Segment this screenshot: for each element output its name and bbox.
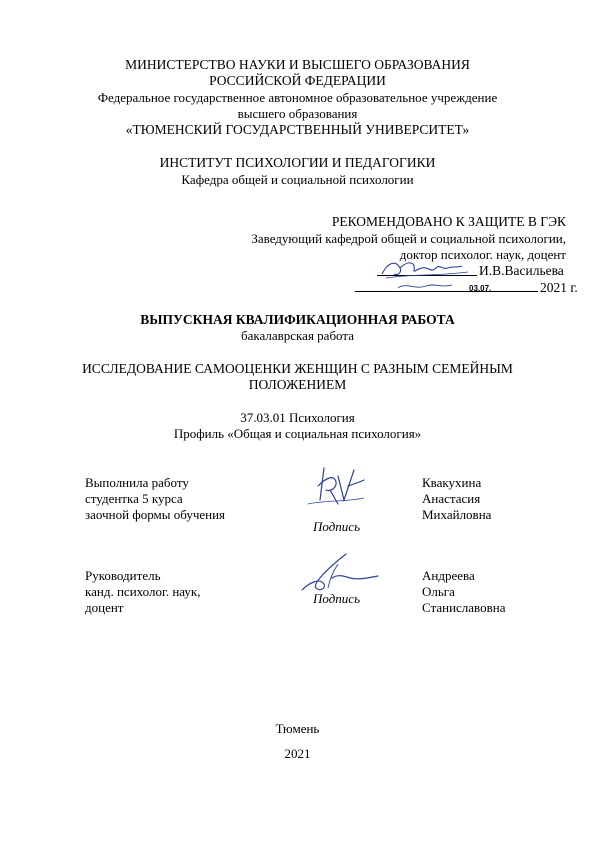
author-surname: Квакухина — [422, 475, 482, 490]
work-level: бакалаврская работа — [241, 328, 354, 343]
supervisor-label-3: доцент — [85, 600, 124, 615]
specialty-code: 37.03.01 Психология — [240, 410, 355, 425]
supervisor-surname: Андреева — [422, 568, 475, 583]
work-title-line-2: ПОЛОЖЕНИЕМ — [248, 377, 347, 392]
specialty-profile: Профиль «Общая и социальная психология» — [173, 426, 422, 441]
supervisor-firstname: Ольга — [422, 584, 455, 599]
approval-title: РЕКОМЕНДОВАНО К ЗАЩИТЕ В ГЭК — [331, 214, 566, 229]
author-label-3: заочной формы обучения — [85, 507, 226, 522]
education-level-line: высшего образования — [237, 106, 358, 121]
work-type: ВЫПУСКНАЯ КВАЛИФИКАЦИОННАЯ РАБОТА — [140, 312, 455, 327]
footer-year: 2021 — [284, 746, 311, 761]
date-scribble — [396, 280, 456, 292]
head-signature-image — [378, 256, 478, 282]
author-label-2: студентка 5 курса — [85, 491, 183, 506]
author-signature-image — [306, 460, 366, 508]
approval-position: Заведующий кафедрой общей и социальной психологии, — [251, 231, 566, 246]
author-patronymic: Михайловна — [422, 507, 492, 522]
institute-name: ИНСТИТУТ ПСИХОЛОГИИ И ПЕДАГОГИКИ — [159, 155, 436, 170]
work-title-line-1: ИССЛЕДОВАНИЕ САМООЦЕНКИ ЖЕНЩИН С РАЗНЫМ СЕМЕЙНЫМ — [82, 361, 513, 376]
ministry-line-2: РОССИЙСКОЙ ФЕДЕРАЦИИ — [209, 73, 386, 88]
supervisor-label-1: Руководитель — [85, 568, 161, 583]
approval-degree: доктор психолог. наук, доцент — [399, 247, 566, 262]
footer-city: Тюмень — [275, 721, 320, 736]
institution-type-line: Федеральное государственное автономное образовательное учреждение — [97, 90, 498, 105]
approval-date-stamp: 03.07. — [469, 284, 492, 293]
supervisor-patronymic: Станиславовна — [422, 600, 506, 615]
supervisor-label-2: канд. психолог. наук, — [85, 584, 201, 599]
approval-year: 2021 г. — [540, 280, 578, 295]
author-firstname: Анастасия — [422, 491, 481, 506]
university-name: «ТЮМЕНСКИЙ ГОСУДАРСТВЕННЫЙ УНИВЕРСИТЕТ» — [125, 122, 470, 137]
head-name: И.В.Васильева — [479, 263, 564, 278]
department-name: Кафедра общей и социальной психологии — [181, 172, 414, 187]
ministry-line-1: МИНИСТЕРСТВО НАУКИ И ВЫСШЕГО ОБРАЗОВАНИЯ — [125, 57, 470, 72]
supervisor-signature-label: Подпись — [313, 591, 360, 606]
supervisor-signature-image — [298, 548, 380, 596]
author-signature-label: Подпись — [313, 519, 360, 534]
author-label-1: Выполнила работу — [85, 475, 189, 490]
